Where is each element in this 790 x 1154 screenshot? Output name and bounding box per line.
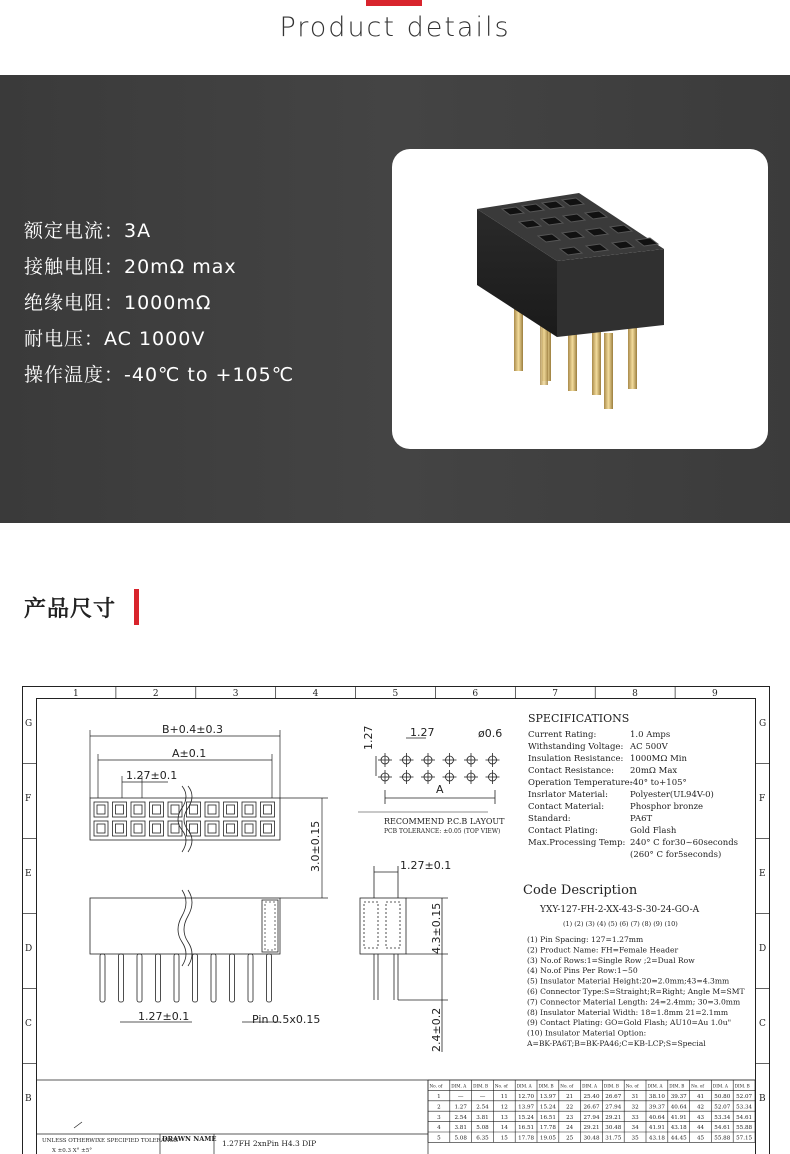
row-label-right: B [759, 1094, 766, 1104]
table-cell: 27.94 [583, 1115, 599, 1121]
table-cell: 43.18 [671, 1125, 687, 1131]
table-cell: 5.08 [454, 1136, 467, 1142]
column-label: 4 [313, 689, 319, 699]
table-cell: 26.67 [583, 1104, 599, 1110]
column-label: 1 [73, 689, 79, 699]
row-label-right: G [759, 719, 766, 729]
table-header: DIM. B [669, 1084, 684, 1089]
table-cell: 19.05 [540, 1136, 556, 1142]
code-line: (7) Connector Material Length: 24=2.4mm; 30=3.0mm [527, 997, 740, 1006]
spec-banner [0, 75, 790, 523]
table-header: No. of [430, 1084, 443, 1089]
table-cell: 42 [697, 1104, 705, 1110]
table-cell: 44.45 [671, 1136, 687, 1142]
column-label: 7 [552, 689, 558, 699]
table-cell: 5.08 [476, 1125, 489, 1131]
tolerance-values: X ±0.3 X° ±5° [52, 1148, 92, 1154]
spec-value: AC 500V [629, 742, 669, 752]
code-line: (8) Insulator Material Width: 18=1.8mm 21=2.1mm [527, 1008, 728, 1017]
table-cell: 1.27 [454, 1104, 467, 1110]
table-cell: 24 [566, 1125, 574, 1131]
table-cell: 3 [437, 1115, 441, 1121]
spec-list [24, 213, 294, 393]
table-cell: — [458, 1094, 464, 1100]
table-header: DIM. A [648, 1084, 664, 1089]
table-cell: 6.35 [476, 1136, 489, 1142]
table-cell: 3.81 [476, 1115, 488, 1121]
table-header: No. of [495, 1084, 508, 1089]
spec-title: SPECIFICATIONS [528, 712, 629, 725]
table-cell: 12.70 [518, 1094, 534, 1100]
spec-value: (260° C for5seconds) [630, 849, 721, 860]
table-header: DIM. A [517, 1084, 533, 1089]
table-header: DIM. A [582, 1084, 598, 1089]
table-cell: 31 [632, 1094, 639, 1100]
spec-value: Gold Flash [630, 826, 677, 836]
row-label-left: C [25, 1019, 32, 1029]
pcb-hole-diameter: ø0.6 [478, 727, 502, 740]
table-header: DIM. B [473, 1084, 488, 1089]
drawn-name-value: 1.27FH 2xnPin H4.3 DIP [222, 1139, 316, 1148]
section-accent-bar [134, 589, 139, 625]
table-cell: 35 [632, 1136, 640, 1142]
table-cell: 54.61 [736, 1115, 752, 1121]
table-cell: 53.34 [714, 1115, 730, 1121]
table-cell: 45 [697, 1136, 705, 1142]
column-label: 6 [472, 689, 478, 699]
pcb-dim-pitch-v: 1.27 [362, 726, 375, 751]
table-cell: 21 [566, 1094, 573, 1100]
engineering-drawing [22, 686, 770, 1150]
pcb-dim-a: A [436, 783, 444, 796]
code-line: (2) Product Name: FH=Female Header [527, 945, 678, 954]
code-line: (3) No.of Rows:1=Single Row ;2=Dual Row [527, 956, 695, 965]
spec-key: Insulation Resistance: [528, 754, 623, 764]
dim-pitch-bottom: 1.27±0.1 [138, 1010, 189, 1023]
table-cell: 15.24 [518, 1115, 534, 1121]
table-cell: 13 [501, 1115, 509, 1121]
spec-value: PA6T [630, 814, 652, 824]
table-cell: 29.21 [583, 1125, 599, 1131]
table-cell: 53.34 [736, 1104, 752, 1110]
table-cell: 41.91 [649, 1125, 665, 1131]
spec-value: Polyester(UL94V-0) [630, 789, 714, 800]
table-cell: 13.97 [518, 1104, 534, 1110]
code-line: (9) Contact Plating: GO=Gold Flash; AU10=Au 1.0u" [527, 1018, 731, 1027]
spec-key: Contact Plating: [528, 826, 598, 836]
row-label-right: E [759, 869, 766, 879]
table-cell: 43.18 [649, 1136, 665, 1142]
table-cell: 29.21 [605, 1115, 621, 1121]
table-cell: 1 [437, 1094, 441, 1100]
table-cell: 22 [566, 1104, 574, 1110]
table-cell: 15.24 [540, 1104, 556, 1110]
table-cell: 55.88 [714, 1136, 730, 1142]
table-header: DIM. B [604, 1084, 619, 1089]
row-label-left: F [25, 794, 31, 804]
spec-key: Withstanding Voltage: [528, 742, 623, 752]
spec-value: 20mΩ Max [630, 766, 677, 776]
table-cell: 44 [697, 1125, 705, 1131]
spec-key: Contact Resistance: [528, 766, 614, 776]
table-header: No. of [626, 1084, 639, 1089]
table-cell: 39.37 [671, 1094, 687, 1100]
table-cell: 25 [566, 1136, 574, 1142]
table-cell: 2 [437, 1104, 441, 1110]
dim-pitch-top: 1.27±0.1 [126, 769, 177, 782]
pcb-dim-pitch: 1.27 [410, 726, 435, 739]
top-accent-bar [366, 0, 422, 6]
table-cell: 16.51 [518, 1125, 534, 1131]
table-cell: 54.61 [714, 1125, 730, 1131]
drawn-name-label: DRAWN NAME [162, 1135, 216, 1143]
table-cell: 52.07 [714, 1104, 730, 1110]
product-photo [392, 149, 768, 449]
spec-key: Standard: [528, 814, 571, 824]
table-cell: 30.48 [583, 1136, 599, 1142]
row-label-left: B [25, 1094, 32, 1104]
spec-value: -40° to+105° [630, 778, 687, 788]
connector-illustration [392, 149, 768, 449]
row-label-right: D [759, 944, 766, 954]
pcb-tolerance: PCB TOLERANCE: ±0.05 (TOP VIEW) [384, 828, 500, 835]
column-label: 5 [393, 689, 399, 699]
spec-voltage: 耐电压：AC 1000V [24, 321, 294, 357]
table-cell: 17.78 [540, 1125, 556, 1131]
table-cell: 43 [697, 1115, 705, 1121]
table-cell: 25.40 [583, 1094, 599, 1100]
dim-height: 3.0±0.15 [309, 821, 322, 872]
dim-a-width: A±0.1 [172, 747, 206, 760]
table-cell: 14 [501, 1125, 509, 1131]
spec-temperature: 操作温度：-40℃ to +105℃ [24, 357, 294, 393]
row-label-right: F [759, 794, 765, 804]
table-cell: 3.81 [454, 1125, 466, 1131]
spec-key: Contact Material: [528, 802, 604, 812]
table-cell: 23 [566, 1115, 574, 1121]
table-header: DIM. B [735, 1084, 750, 1089]
column-label: 2 [153, 689, 159, 699]
dim-pin-size: Pin 0.5x0.15 [252, 1013, 320, 1026]
table-cell: 40.64 [649, 1115, 665, 1121]
table-cell: 34 [632, 1125, 640, 1131]
code-line: (4) No.of Pins Per Row:1~50 [527, 966, 638, 975]
table-cell: 40.64 [671, 1104, 687, 1110]
spec-key: Current Rating: [528, 730, 596, 740]
table-cell: 26.67 [605, 1094, 621, 1100]
spec-contact-resistance: 接触电阻：20mΩ max [24, 249, 294, 285]
code-line: (6) Connector Type:S=Straight;R=Right; Angle M=SMT [527, 987, 745, 996]
row-label-left: E [25, 869, 32, 879]
code-line: A=BK-PA6T;B=BK-PA46;C=KB-LCP;S=Special [526, 1039, 706, 1048]
table-header: DIM. A [713, 1084, 729, 1089]
pcb-layout-title: RECOMMEND P.C.B LAYOUT [384, 817, 505, 826]
code-title: Code Description [523, 883, 638, 898]
spec-key: Max.Processing Temp: [528, 838, 625, 848]
code-line: (10) Insulator Material Option: [527, 1029, 646, 1038]
tolerance-note: UNLESS OTHERWIXE SPECIFIED TOLERANCE [42, 1138, 178, 1144]
table-cell: 41 [697, 1094, 704, 1100]
table-cell: 50.80 [714, 1094, 730, 1100]
code-line: (1) Pin Spacing: 127=1.27mm [527, 935, 643, 944]
spec-value: Phosphor bronze [630, 802, 703, 812]
table-cell: 5 [437, 1136, 441, 1142]
drawing-svg [22, 686, 770, 1150]
table-header: DIM. A [451, 1084, 467, 1089]
table-cell: 2.54 [454, 1115, 467, 1121]
table-header: DIM. B [539, 1084, 554, 1089]
table-cell: 4 [437, 1125, 441, 1131]
table-cell: 2.54 [476, 1104, 489, 1110]
code-line: (5) Insulator Material Height:20=2.0mm;43=4.3mm [527, 977, 729, 986]
table-cell: — [480, 1094, 486, 1100]
column-label: 9 [712, 689, 718, 699]
page-title: Product details [0, 12, 790, 43]
row-label-left: D [25, 944, 32, 954]
spec-value: 240° C for30~60seconds [630, 838, 738, 848]
table-cell: 12 [501, 1104, 509, 1110]
table-header: No. of [560, 1084, 573, 1089]
spec-insulation-resistance: 绝缘电阻：1000mΩ [24, 285, 294, 321]
table-cell: 39.37 [649, 1104, 665, 1110]
table-cell: 41.91 [671, 1115, 687, 1121]
table-cell: 32 [632, 1104, 640, 1110]
table-header: No. of [691, 1084, 704, 1089]
table-cell: 16.51 [540, 1115, 556, 1121]
table-cell: 52.07 [736, 1094, 752, 1100]
spec-key: Operation Temperature: [528, 778, 633, 788]
section-title: 产品尺寸 [24, 592, 116, 623]
spec-value: 1000MΩ Min [630, 754, 688, 764]
row-label-left: G [25, 719, 32, 729]
dim-b-width: B+0.4±0.3 [162, 723, 223, 736]
table-cell: 31.75 [605, 1136, 621, 1142]
column-label: 8 [632, 689, 638, 699]
code-string: YXY-127-FH-2-XX-43-S-30-24-GO-A [539, 905, 700, 915]
spec-key: Insrlator Material: [528, 790, 608, 800]
code-indices: (1) (2) (3) (4) (5) (6) (7) (8) (9) (10) [563, 920, 678, 928]
spec-rated-current: 额定电流：3A [24, 213, 294, 249]
dim-pin-length: 2.4±0.2 [430, 1008, 443, 1052]
dim-pitch-side: 1.27±0.1 [400, 859, 451, 872]
row-label-right: C [759, 1019, 766, 1029]
table-cell: 55.88 [736, 1125, 752, 1131]
table-cell: 11 [501, 1094, 508, 1100]
table-cell: 15 [501, 1136, 509, 1142]
table-cell: 57.15 [736, 1136, 752, 1142]
column-label: 3 [233, 689, 239, 699]
table-cell: 30.48 [605, 1125, 621, 1131]
table-cell: 27.94 [605, 1104, 621, 1110]
table-cell: 38.10 [649, 1094, 665, 1100]
table-cell: 13.97 [540, 1094, 556, 1100]
dim-body-height: 4.3±0.15 [430, 903, 443, 954]
spec-value: 1.0 Amps [630, 730, 670, 740]
table-cell: 33 [632, 1115, 640, 1121]
table-cell: 17.78 [518, 1136, 534, 1142]
